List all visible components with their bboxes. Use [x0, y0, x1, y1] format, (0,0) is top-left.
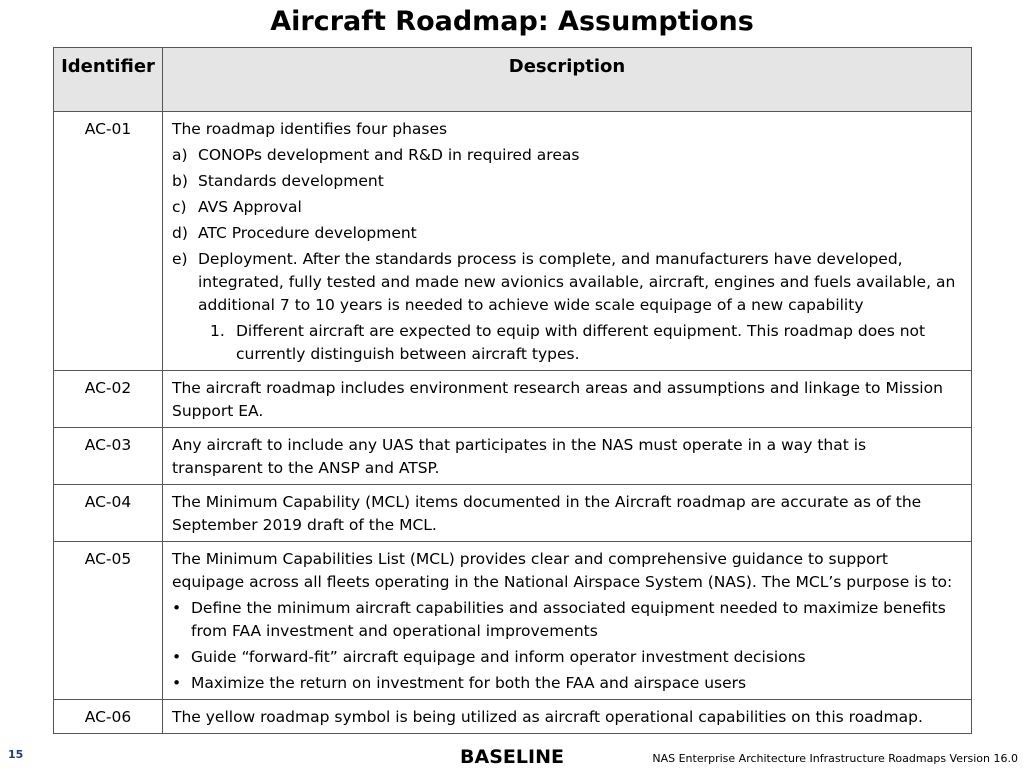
bullet-icon: •: [172, 599, 182, 617]
list-item: [172, 144, 961, 167]
list-marker: c): [172, 198, 187, 216]
row-identifier: AC-04: [54, 485, 163, 542]
row-identifier: AC-01: [54, 112, 163, 371]
table-header-row: [54, 48, 972, 112]
row-intro: The roadmap identifies four phases: [172, 120, 448, 138]
page-number: 15: [8, 748, 24, 761]
list-marker: e): [172, 250, 188, 268]
list-marker: a): [172, 146, 188, 164]
list-item-text: Maximize the return on investment for both the FAA and airspace users: [191, 674, 747, 692]
row-description: The yellow roadmap symbol is being utilized as aircraft operational capabilities on this roadmap.: [163, 700, 972, 734]
list-item-text: Standards development: [198, 172, 384, 190]
baseline-label: BASELINE: [460, 746, 564, 768]
row-description: The aircraft roadmap includes environment research areas and assumptions and linkage to Mission Support EA.: [163, 371, 972, 428]
row-description: [163, 112, 972, 371]
sub-list-item: [210, 320, 961, 366]
list-item: [172, 222, 961, 245]
assumptions-table: [53, 47, 972, 734]
list-item-text: Deployment. After the standards process is complete, and manufacturers have developed, integrated, fully tested and made new avionics available, aircraft, engines and fuels available, an additional 7 to 10 years is needed to achieve wide scale equipage of a new capability: [198, 250, 956, 314]
table-row: [54, 542, 972, 700]
sub-list: [210, 320, 961, 366]
table-row: [54, 371, 972, 428]
table-row: [54, 112, 972, 371]
list-item: [172, 196, 961, 219]
row-identifier: AC-06: [54, 700, 163, 734]
table-row: [54, 485, 972, 542]
list-item-text: Define the minimum aircraft capabilities and associated equipment needed to maximize benefits from FAA investment and operational improvements: [191, 599, 946, 640]
row-identifier: AC-02: [54, 371, 163, 428]
list-item: [172, 170, 961, 193]
list-item: [172, 248, 961, 317]
bullet-icon: •: [172, 674, 182, 692]
version-label: NAS Enterprise Architecture Infrastructure Roadmaps Version 16.0: [652, 752, 1018, 765]
row-description: [163, 542, 972, 700]
row-intro: The Minimum Capabilities List (MCL) provides clear and comprehensive guidance to support equipage across all fleets operating in the National Airspace System (NAS). The MCL’s purpose is to:: [172, 550, 953, 591]
table-row: [54, 428, 972, 485]
table-row: [54, 700, 972, 734]
header-identifier: Identifier: [54, 48, 163, 112]
list-item-text: Different aircraft are expected to equip with different equipment. This roadmap does not currently distinguish between aircraft types.: [236, 322, 926, 363]
phase-list: [172, 144, 961, 317]
bullet-list: [172, 597, 961, 695]
list-marker: 1.: [210, 322, 225, 340]
list-item: [172, 597, 961, 643]
row-description: The Minimum Capability (MCL) items documented in the Aircraft roadmap are accurate as of the September 2019 draft of the MCL.: [163, 485, 972, 542]
list-item-text: CONOPs development and R&D in required areas: [198, 146, 580, 164]
row-description: Any aircraft to include any UAS that participates in the NAS must operate in a way that is transparent to the ANSP and ATSP.: [163, 428, 972, 485]
list-item-text: Guide “forward-fit” aircraft equipage and inform operator investment decisions: [191, 648, 806, 666]
row-identifier: AC-03: [54, 428, 163, 485]
list-item-text: ATC Procedure development: [198, 224, 417, 242]
bullet-icon: •: [172, 648, 182, 666]
list-item: [172, 672, 961, 695]
list-item: [172, 646, 961, 669]
list-marker: b): [172, 172, 188, 190]
row-identifier: AC-05: [54, 542, 163, 700]
list-item-text: AVS Approval: [198, 198, 302, 216]
header-description: Description: [163, 48, 972, 112]
list-marker: d): [172, 224, 188, 242]
page-title: Aircraft Roadmap: Assumptions: [270, 6, 754, 37]
